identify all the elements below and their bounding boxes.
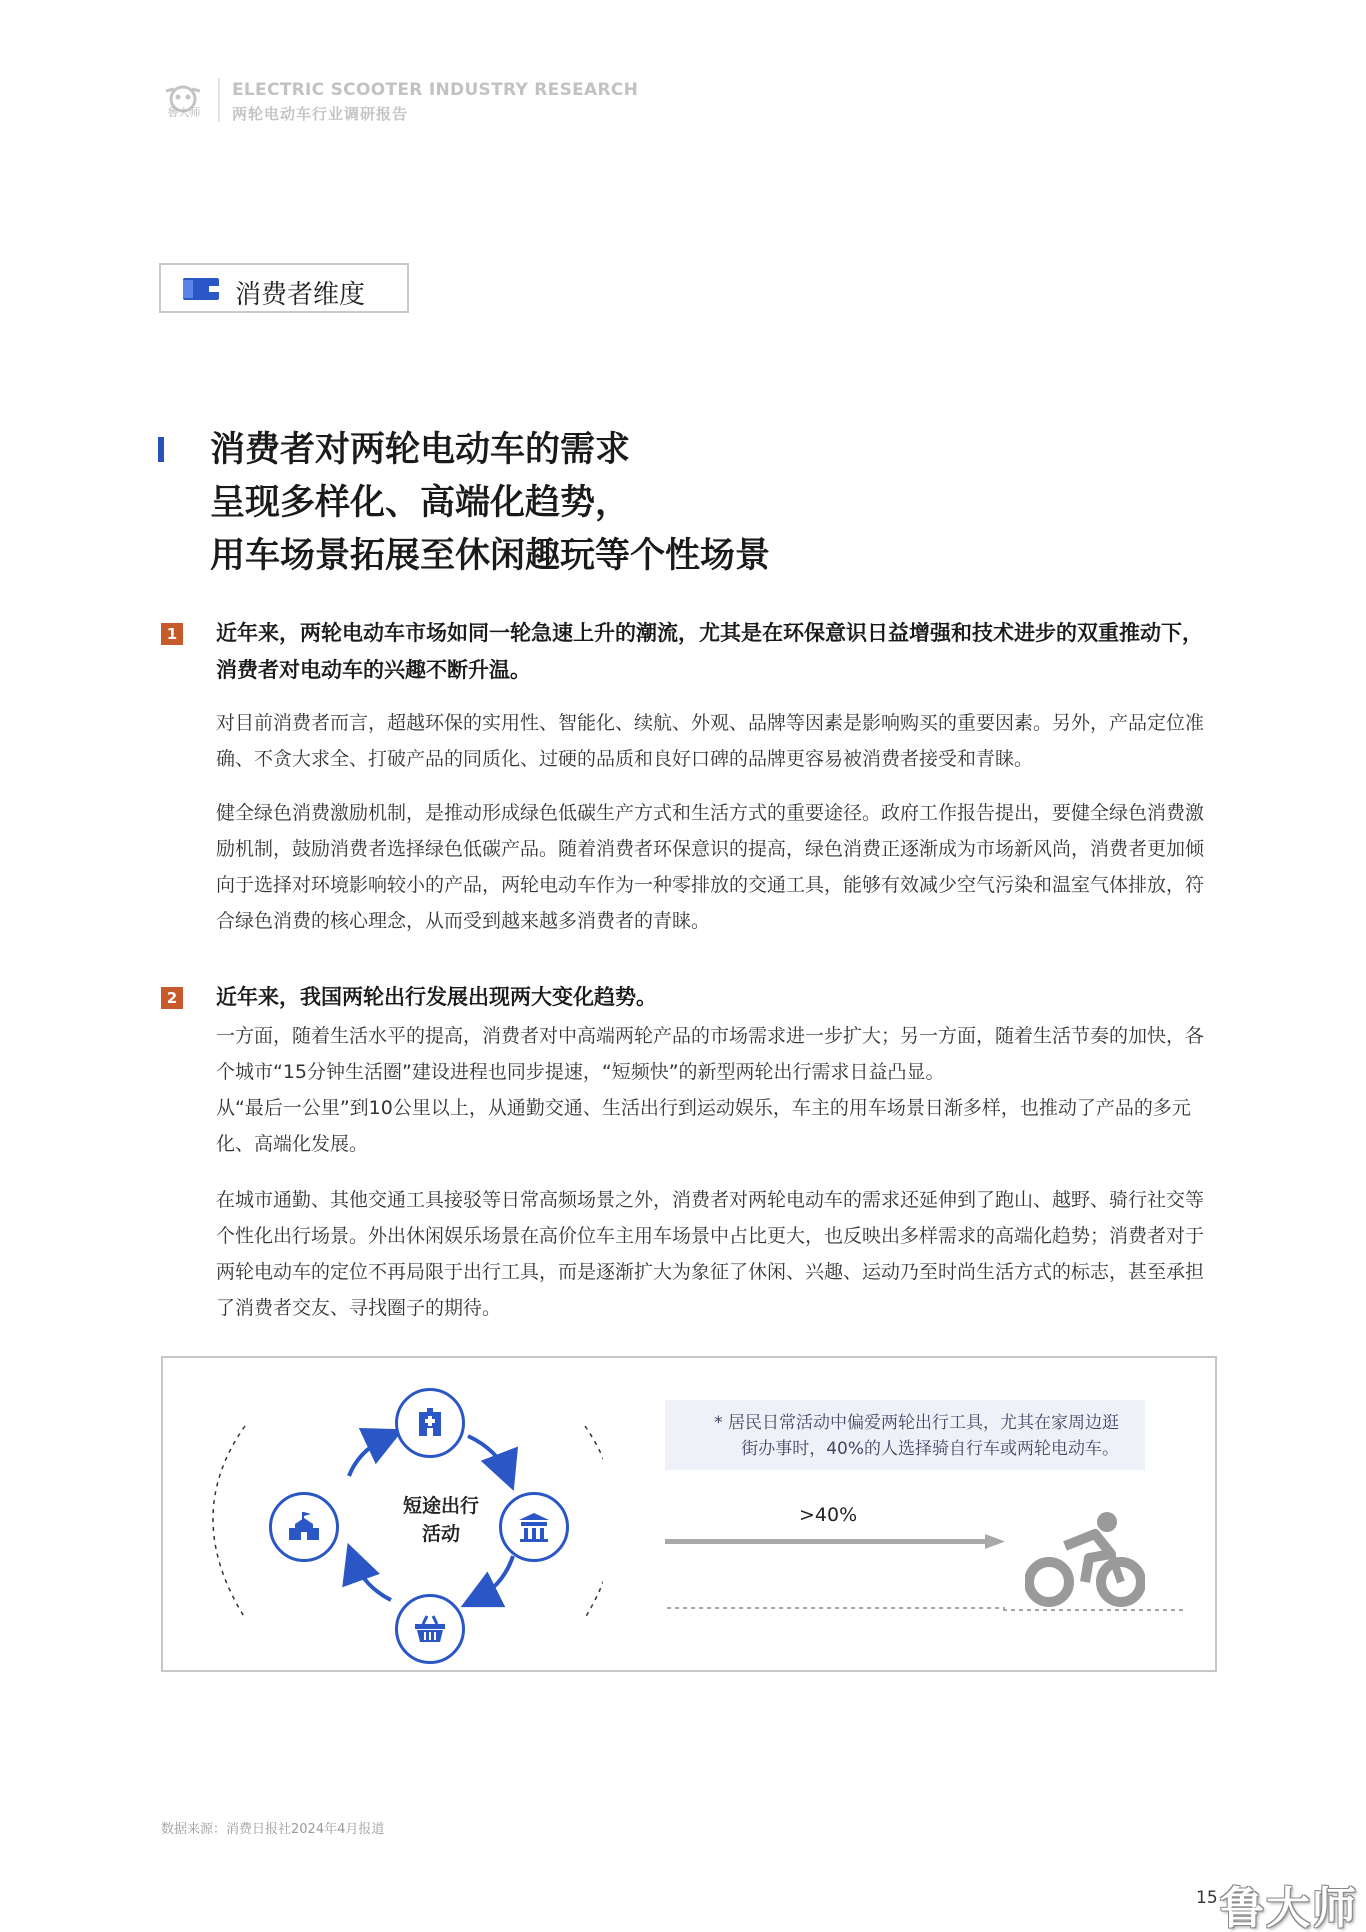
shop-icon bbox=[517, 1510, 551, 1544]
hospital-icon bbox=[413, 1406, 447, 1440]
note-line-2: 街办事时，40%的人选择骑自行车或两轮电动车。 bbox=[741, 1439, 1119, 1459]
cyclist-icon bbox=[1025, 1508, 1145, 1608]
right-dashed-arc bbox=[585, 1426, 603, 1618]
point-2-paragraph-1: 一方面，随着生活水平的提高，消费者对中高端两轮产品的市场需求进一步扩大；另一方面，随着生活节奏的加快，各个城市“15分钟生活圈”建设进程也同步提速，“短频快”的新型两轮出行需求日益凸显。 bbox=[216, 1025, 1205, 1083]
illustration-box bbox=[161, 1356, 1217, 1672]
cycle-arrow-bottom-right bbox=[475, 1556, 513, 1600]
point-2-heading: 近年来，我国两轮出行发展出现两大变化趋势。 bbox=[216, 985, 657, 1009]
title-line-3: 用车场景拓展至休闲趣玩等个性场景 bbox=[210, 536, 771, 576]
page-title bbox=[210, 424, 770, 583]
wallet-icon bbox=[183, 278, 219, 300]
shop-node bbox=[499, 1492, 569, 1562]
cycle-center-label bbox=[385, 1492, 497, 1548]
center-label-line-2: 活动 bbox=[421, 1523, 460, 1545]
percent-arrow bbox=[665, 1534, 1005, 1614]
data-source: 数据来源：消费日报社2024年4月报道 bbox=[161, 1822, 385, 1837]
cycle-arrow-bottom-left bbox=[353, 1558, 391, 1600]
point-2-number: 2 bbox=[161, 987, 183, 1009]
section-tag bbox=[159, 263, 409, 313]
basket-icon bbox=[413, 1612, 447, 1646]
title-line-2: 呈现多样化、高端化趋势， bbox=[210, 483, 631, 523]
title-accent-bar bbox=[158, 437, 164, 462]
baseline-dashes bbox=[1003, 1608, 1183, 1612]
left-dashed-arc bbox=[213, 1426, 245, 1618]
percent-label: >40% bbox=[799, 1504, 858, 1526]
cycle-arrow-top-left bbox=[349, 1436, 389, 1476]
hospital-node bbox=[395, 1388, 465, 1458]
note-box bbox=[665, 1400, 1145, 1470]
watermark: 鲁大师 bbox=[1220, 1883, 1358, 1932]
center-label-line-1: 短途出行 bbox=[402, 1495, 479, 1517]
cycle-arrow-top-right bbox=[468, 1436, 508, 1476]
section-label: 消费者维度 bbox=[235, 280, 366, 310]
logo-text: 鲁大师 bbox=[167, 106, 201, 119]
header-divider bbox=[218, 78, 220, 122]
point-1-heading: 近年来，两轮电动车市场如同一轮急速上升的潮流，尤其是在环保意识日益增强和技术进步的双重推动下，消费者对电动车的兴趣不断升温。 bbox=[216, 621, 1203, 682]
header-title-en: ELECTRIC SCOOTER INDUSTRY RESEARCH bbox=[232, 80, 639, 100]
school-node bbox=[269, 1492, 339, 1562]
point-2-paragraph-3: 在城市通勤、其他交通工具接驳等日常高频场景之外，消费者对两轮电动车的需求还延伸到了跑山、越野、骑行社交等个性化出行场景。外出休闲娱乐场景在高价位车主用车场景中占比更大，也反映出多样需求的高端化趋势；消费者对于两轮电动车的定位不再局限于出行工具，而是逐渐扩大为象征了休闲、兴趣、运动乃至时尚生活方式的标志，甚至承担了消费者交友、寻找圈子的期待。 bbox=[216, 1189, 1205, 1319]
title-line-1: 消费者对两轮电动车的需求 bbox=[210, 430, 631, 470]
basket-node bbox=[395, 1594, 465, 1664]
header-title-cn: 两轮电动车行业调研报告 bbox=[232, 105, 409, 123]
point-1-paragraph-1: 对目前消费者而言，超越环保的实用性、智能化、续航、外观、品牌等因素是影响购买的重要因素。另外，产品定位准确、不贪大求全、打破产品的同质化、过硬的品质和良好口碑的品牌更容易被消费者接受和青睐。 bbox=[216, 712, 1205, 770]
point-1-number: 1 bbox=[161, 623, 183, 645]
school-icon bbox=[287, 1510, 321, 1544]
note-line-1: * 居民日常活动中偏爱两轮出行工具，尤其在家周边逛 bbox=[714, 1413, 1119, 1433]
point-1-paragraph-2: 健全绿色消费激励机制，是推动形成绿色低碳生产方式和生活方式的重要途径。政府工作报告提出，要健全绿色消费激励机制，鼓励消费者选择绿色低碳产品。随着消费者环保意识的提高，绿色消费正逐渐成为市场新风尚，消费者更加倾向于选择对环境影响较小的产品，两轮电动车作为一种零排放的交通工具，能够有效减少空气污染和温室气体排放，符合绿色消费的核心理念，从而受到越来越多消费者的青睐。 bbox=[216, 802, 1205, 932]
page-number: 15 bbox=[1196, 1888, 1218, 1908]
point-2-paragraph-2: 从“最后一公里”到10公里以上，从通勤交通、生活出行到运动娱乐，车主的用车场景日渐多样，也推动了产品的多元化、高端化发展。 bbox=[216, 1097, 1191, 1155]
